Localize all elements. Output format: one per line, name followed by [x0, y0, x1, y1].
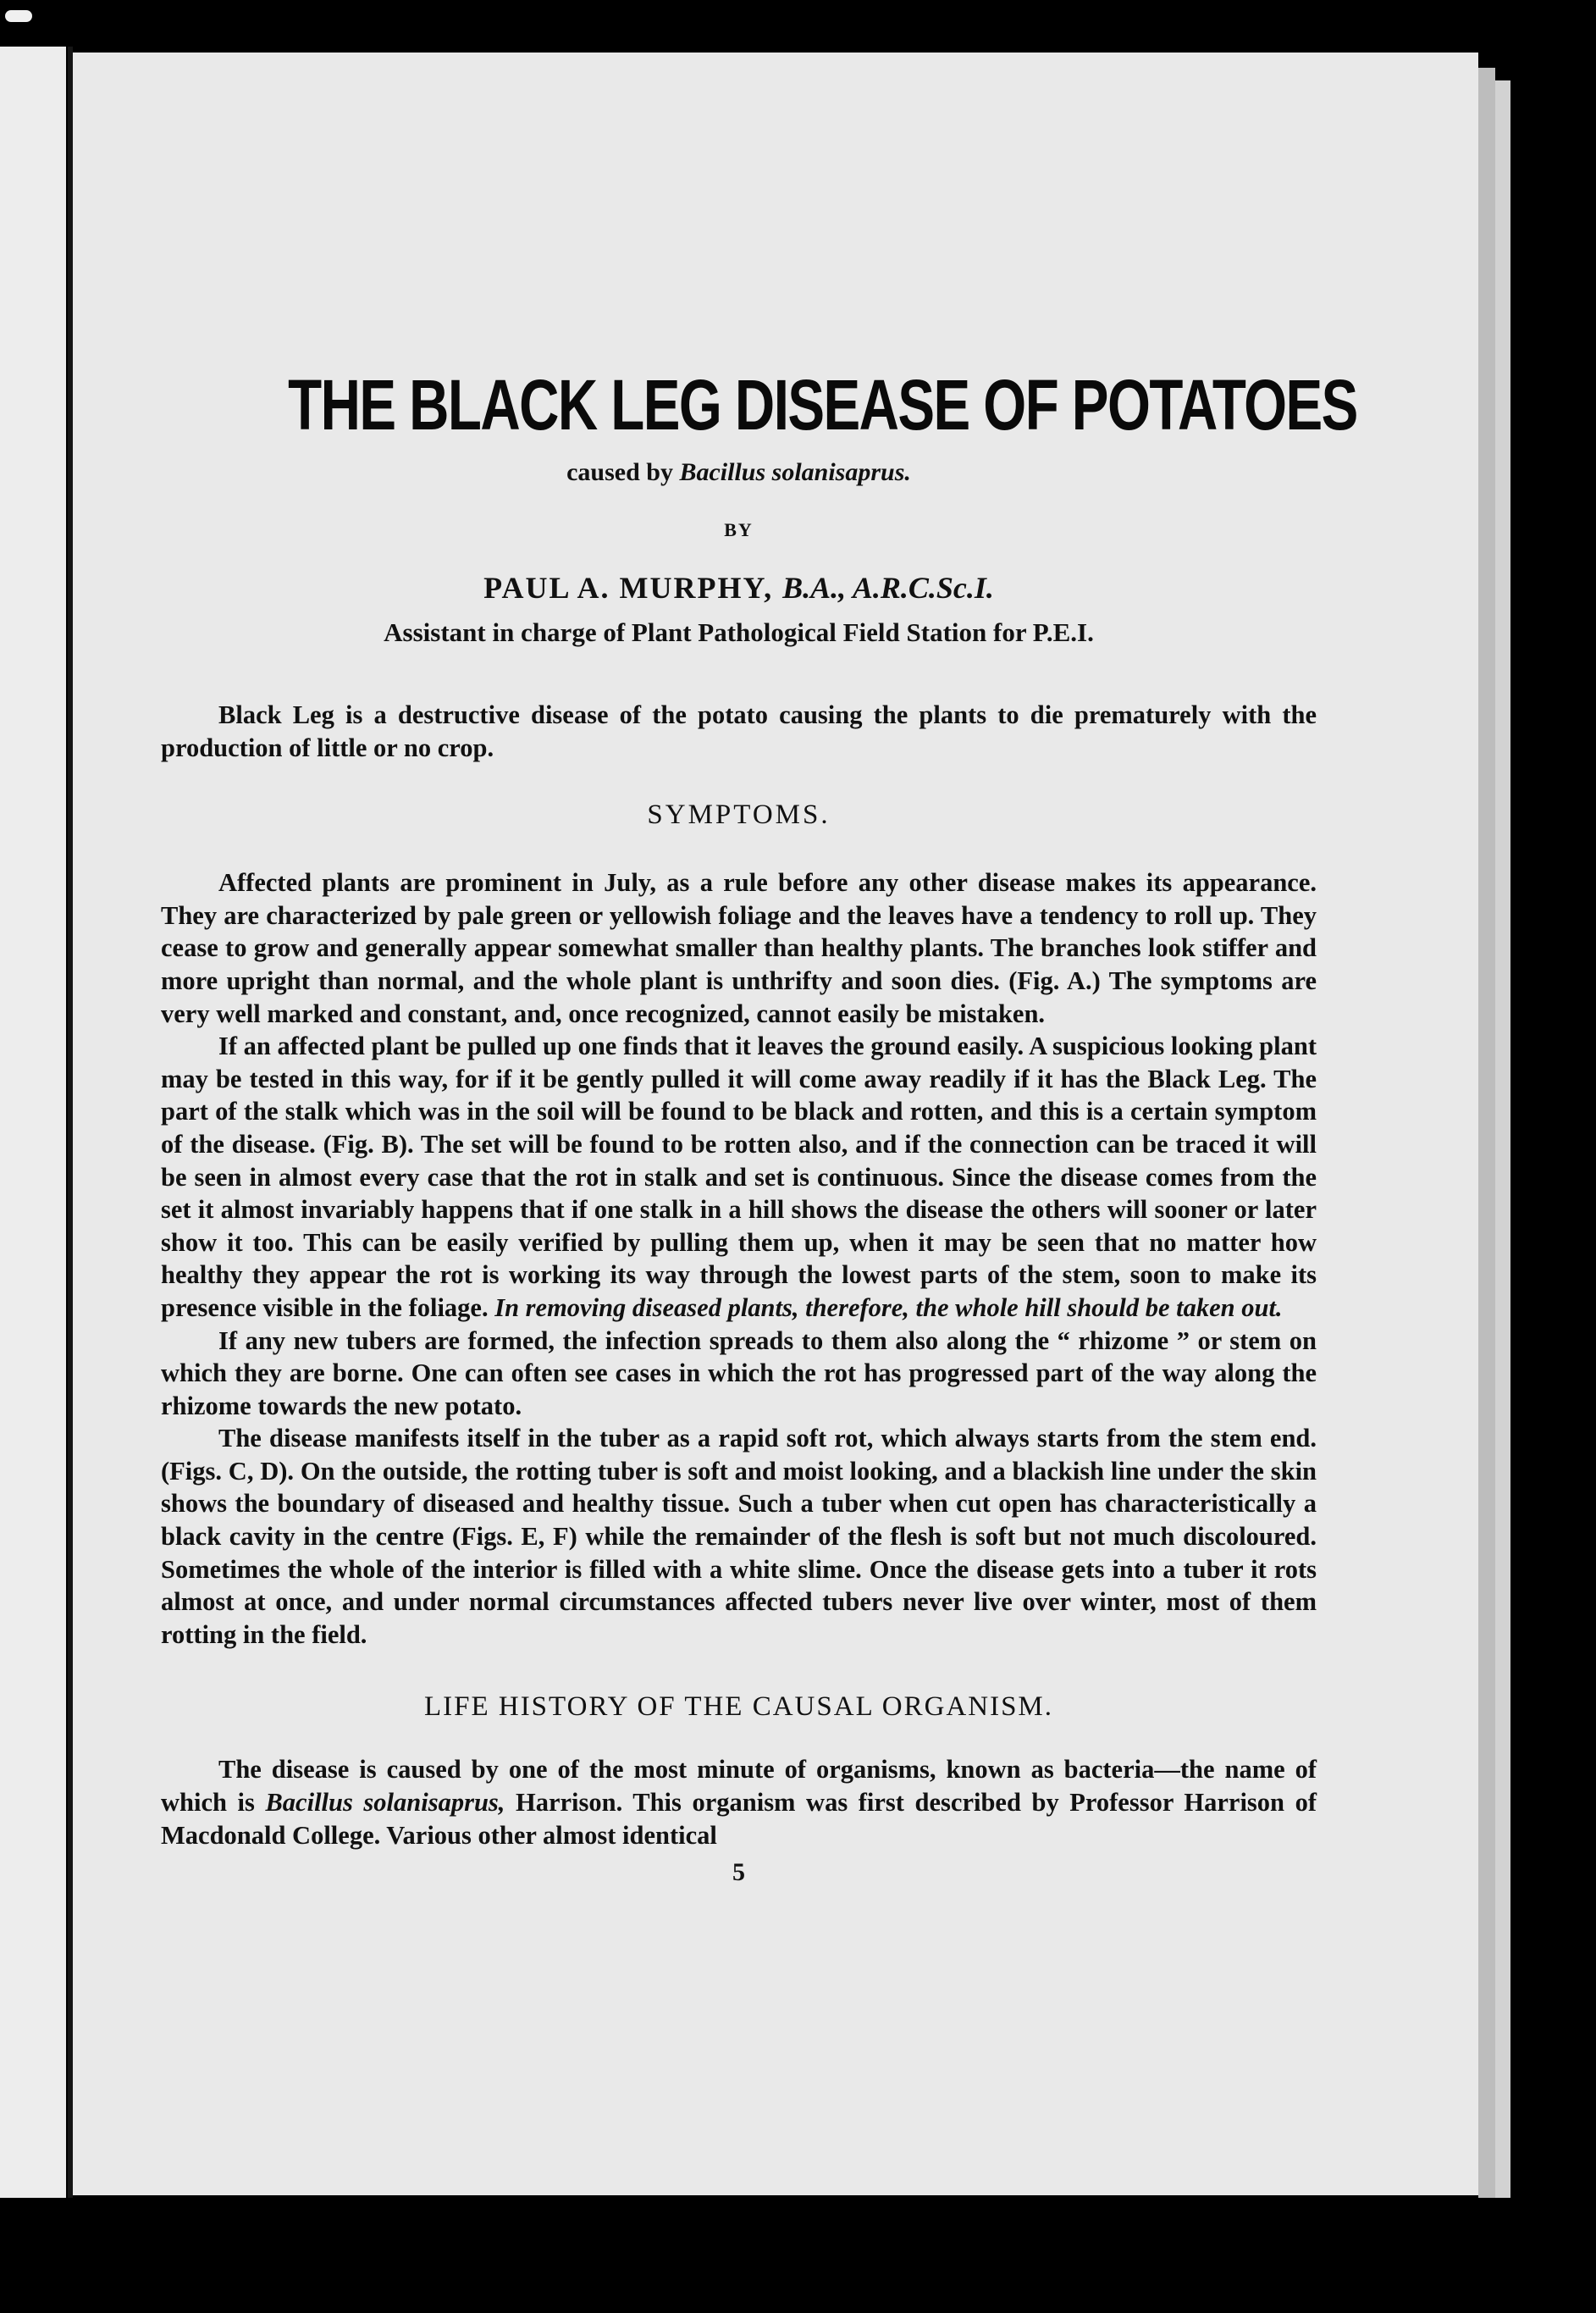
author-line — [161, 570, 1317, 606]
subtitle-prefix: caused by — [566, 458, 680, 486]
document-content — [161, 364, 1357, 1887]
symptoms-paragraph-2-italic: In removing diseased plants, therefore, the whole hill should be taken out. — [494, 1292, 1283, 1322]
document-subtitle — [161, 458, 1317, 487]
life-history-heading: LIFE HISTORY OF THE CAUSAL ORGANISM. — [423, 1691, 1054, 1723]
life-history-species: Bacillus solanisaprus, — [265, 1788, 505, 1818]
author-name: PAUL A. MURPHY, — [483, 571, 783, 605]
symptoms-paragraph-3: If any new tubers are formed, the infection spreads to them also along the “ rhizome ” or stem on which they are borne. One can often see cases in which the rot has progressed part of the way along the rhizome towards the new potato. — [161, 1325, 1317, 1420]
previous-page-edge — [0, 47, 66, 2198]
symptoms-heading: SYMPTOMS. — [647, 800, 831, 831]
page-edge-shadow — [1478, 68, 1495, 2198]
by-line: BY — [724, 519, 754, 540]
life-history-paragraph-1 — [161, 1753, 1317, 1851]
life-history-text-b: Harrison. This organism was first described by Professor Harrison of Macdonald College. Various other almost identical — [161, 1788, 1317, 1850]
author-position: Assistant in charge of Plant Pathological Field Station for P.E.I. — [384, 617, 1094, 647]
scan-speck — [5, 10, 32, 22]
symptoms-paragraph-2-text: If an affected plant be pulled up one finds that it leaves the ground easily. A suspicious looking plant may be tested in this way, for if it be gently pulled it will come away readily if it has the Black Leg. The part of the stalk which was in the soil will be found to be black and rotten, and this is a certain symptom of the disease. (Fig. B). The set will be found to be rotten also, and if the connection can be traced it will be seen in almost every case that the rot in stalk and set is continuous. Since the disease comes from the set it almost invariably happens that if one stalk in a hill shows the disease the others will sooner or later show it too. This can be easily verified by pulling them up, when it may be seen that no matter how healthy they appear the rot is working its way through the lowest parts of the stem, soon to make its presence visible in the foliage. — [161, 1032, 1317, 1322]
symptoms-paragraph-2 — [161, 1030, 1317, 1324]
life-history-text-a: The disease is caused by one of the most minute of organisms, known as bacteria—the name of which is — [161, 1755, 1317, 1818]
document-title: THE BLACK LEG DISEASE OF POTATOES — [288, 365, 1357, 445]
symptoms-paragraph-4: The disease manifests itself in the tuber as a rapid soft rot, which always starts from the stem end. (Figs. C, D). On the outside, the rotting tuber is soft and moist looking, and a blackish line under the skin shows the boundary of diseased and healthy tissue. Such a tuber when cut open has characteristically a black cavity in the centre (Figs. E, F) while the remainder of the flesh is soft but not much discoloured. Sometimes the whole of the interior is filled with a white slime. Once the disease gets into a tuber it rots almost at once, and under normal circumstances affected tubers never live over winter, most of them rotting in the field. — [161, 1424, 1317, 1649]
author-degrees: B.A., A.R.C.Sc.I. — [782, 571, 994, 605]
intro-paragraph: Black Leg is a destructive disease of the potato causing the plants to die prematurely with the production of little or no crop. — [161, 700, 1317, 762]
page-number: 5 — [732, 1858, 745, 1887]
next-page-edge — [1495, 80, 1510, 2198]
symptoms-paragraph-1: Affected plants are prominent in July, as a rule before any other disease makes its appearance. They are characterized by pale green or yellowish foliage and the leaves have a tendency to roll up. They cease to grow and generally appear somewhat smaller than healthy plants. The branches look stiffer and more upright than normal, and the whole plant is unthrifty and soon dies. (Fig. A.) The symptoms are very well marked and constant, and, once recognized, cannot easily be mistaken. — [161, 868, 1317, 1028]
subtitle-species: Bacillus solanisaprus. — [679, 458, 911, 486]
